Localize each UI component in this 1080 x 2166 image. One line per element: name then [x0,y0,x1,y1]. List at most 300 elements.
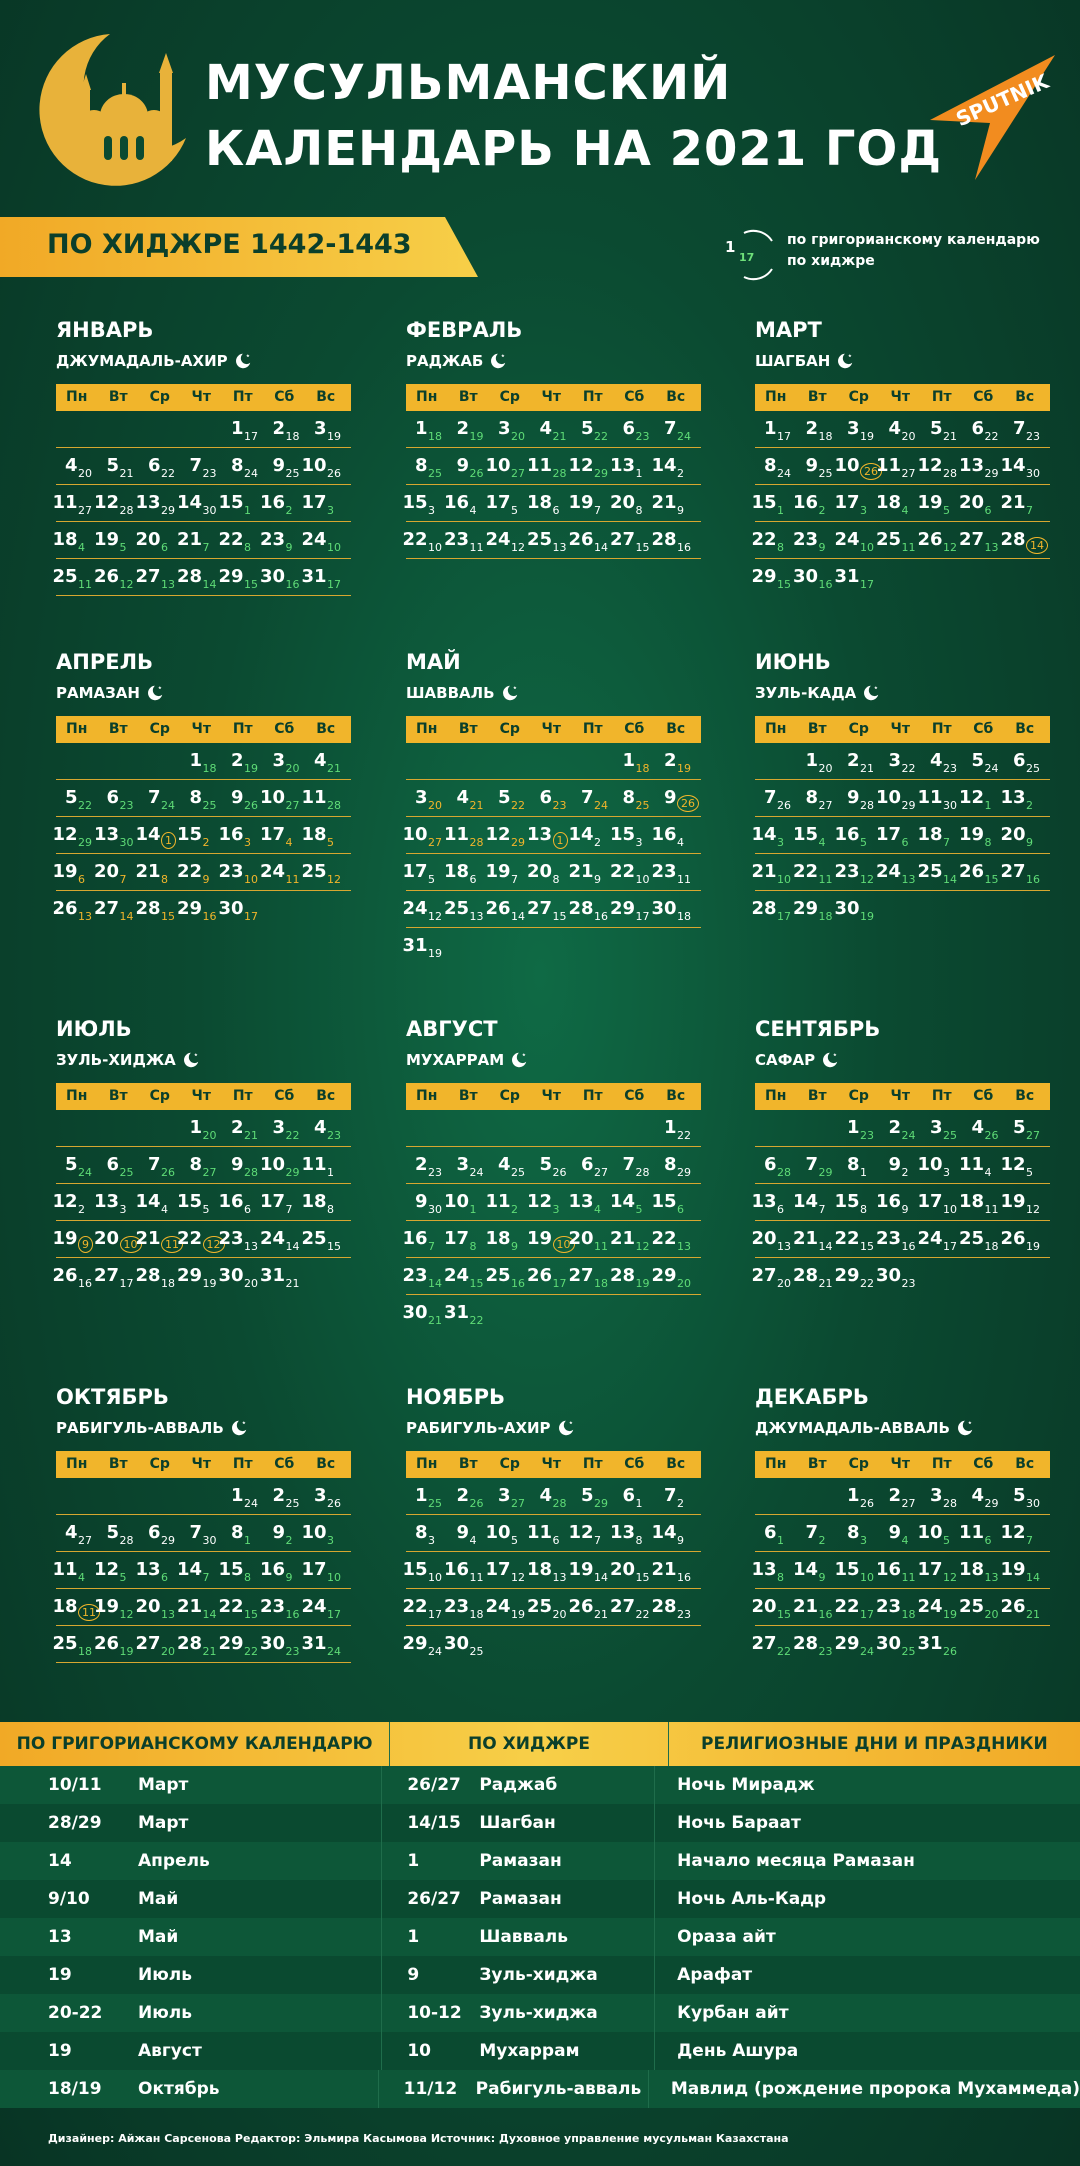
gregorian-day: 30 [651,898,677,919]
gregorian-day: 21 [792,1228,818,1249]
hijri-day: 2 [1026,799,1033,812]
day-cell [751,1589,797,1625]
gregorian-day: 21 [651,492,677,513]
gregorian-cell [0,1842,382,1880]
gregorian-day: 12 [917,455,943,476]
day-cell [176,1184,223,1220]
hijri-day: 28 [777,1166,791,1179]
gregorian-day: 28 [1000,529,1026,550]
day-cell [834,1184,880,1220]
hijri-day: 3 [860,504,867,517]
day-cell [880,1147,922,1183]
gregorian-day: 27 [135,1633,161,1654]
gregorian-day: 1 [663,1117,677,1138]
hijri-day: 19 [327,430,341,443]
hijri-day: 21 [469,799,484,812]
day-cell [259,559,306,595]
hijri-day: 26 [469,467,484,480]
day-cell [301,485,347,521]
day-cell [264,1110,306,1146]
weeks [751,743,1050,927]
weekday-label: Ср [499,1456,520,1472]
day-cell [958,1147,1005,1183]
gregorian-day: 28 [135,1265,161,1286]
hijri-month-name [755,1417,1050,1439]
hijri-day: 8 [552,873,560,886]
day-cell [963,1478,1005,1514]
hijri-day: 8 [860,1203,867,1216]
day-cell [751,522,797,558]
hijri-day: 19 [244,762,258,775]
hijri-day: 3 [327,504,334,517]
week-row [406,743,701,780]
gregorian-day: 21 [135,1228,161,1249]
gregorian-day: 23 [443,529,469,550]
weeks [52,1478,351,1663]
hijri-day: 7 [594,504,601,517]
day-cell [651,448,697,484]
weekday-header [406,384,701,411]
week-row [52,522,351,559]
hijri-day: 3 [244,836,251,849]
gregorian-day: 13 [135,492,161,513]
hijri-day: 23 [119,799,134,812]
gregorian-day: 1 [189,1117,202,1138]
day-cell [222,1515,264,1551]
gregorian-day: 15 [402,1559,428,1580]
weekday-label: Вс [666,389,686,405]
gregorian-day: 19 [568,492,594,513]
week-row [52,1184,351,1221]
hijri-day: 22 [511,799,525,812]
day-cell [609,522,656,558]
gregorian-day: 5 [1012,1485,1026,1506]
gregorian-day: 26 [52,898,78,919]
hijri-day: 19 [860,910,874,923]
day-cell [609,817,656,853]
month-0 [52,318,351,596]
day-cell [443,1589,490,1625]
hijri-day: 10 [777,873,791,886]
hijri-day: 11 [78,1604,100,1621]
holiday-row [0,2070,1080,2108]
gregorian-day: 26 [568,1596,594,1617]
gregorian-day: 20 [93,861,119,882]
hijri-day: 20 [511,430,525,443]
day-cell [834,854,880,890]
day-cell [93,559,140,595]
day-cell [651,1184,697,1220]
week-row [406,1147,701,1184]
gregorian-day: 17 [917,1559,943,1580]
gregorian-day: 27 [958,529,984,550]
gregorian-day: 24 [402,898,428,919]
weekday-label: Вс [1015,389,1035,405]
week-row [751,854,1050,891]
hijri-day: 2 [594,836,601,849]
hijri-day: 27 [202,1166,217,1179]
day-cell [655,1147,697,1183]
hijri-day: 1 [777,504,784,517]
day-cell [834,448,880,484]
gregorian-day: 16 [875,1559,901,1580]
weekday-label: Ср [848,389,869,405]
hijri-day: 9 [78,1236,93,1253]
weekday-label: Пт [582,389,603,405]
gregorian-day: 5 [580,1485,594,1506]
gregorian-day: 30 [259,566,285,587]
day-cell [526,1552,573,1588]
week-row [52,817,351,854]
hijri-day: 2 [285,1534,293,1547]
day-cell [98,1147,140,1183]
gregorian-day: 24 [443,1265,469,1286]
gregorian-cell [0,1994,382,2032]
gregorian-day: 15 [792,824,818,845]
hijri-day: 6 [552,504,560,517]
gregorian-month: Май [138,1927,179,1947]
day-cell [1000,1221,1046,1257]
day-cell [526,448,573,484]
gregorian-day: 26 [485,898,511,919]
gregorian-day: 21 [176,1596,202,1617]
day-cell [443,1626,490,1662]
day-cell [259,1147,306,1183]
day-cell [651,1515,697,1551]
weekday-label: Пн [416,721,438,737]
month-3 [52,650,351,927]
week-row [52,1589,351,1626]
weekday-label: Пт [931,1088,952,1104]
day-cell [655,743,697,779]
hijri-cell [382,1994,655,2032]
hijri-day: 19 [469,430,484,443]
day-cell [917,1626,963,1662]
week-row [406,780,701,817]
hijri-day: 27 [1026,1129,1040,1142]
hijri-day: 15 [635,541,650,554]
hijri-day: 20 [428,799,442,812]
week-row [751,1589,1050,1626]
gregorian-day: 29 [751,566,777,587]
day-cell [301,854,347,890]
gregorian-day: 25 [52,1633,78,1654]
hijri-day: 13 [901,873,916,886]
hijri-day: 25 [285,467,300,480]
gregorian-day: 11 [917,787,943,808]
gregorian-day: 14 [1000,455,1026,476]
day-cell [838,411,880,447]
day-cell [834,485,880,521]
hijri-month-name [406,1049,701,1071]
weekday-label: Чт [890,389,910,405]
hijri-day: 21 [818,1277,833,1290]
gregorian-day: 2 [846,750,860,771]
weekday-label: Ср [499,1088,520,1104]
hijri-day: 14 [1026,537,1048,554]
gregorian-day: 3 [456,1154,469,1175]
day-cell [301,1184,347,1220]
day-cell [135,1258,181,1294]
hijri-day: 1 [244,1534,251,1547]
month-name: СЕНТЯБРЬ [755,1017,881,1041]
crescent-icon [821,1051,839,1069]
day-cell [526,522,573,558]
gregorian-day: 20 [751,1596,777,1617]
hijri-day: 17 [552,1277,567,1290]
day-cell [1000,780,1046,816]
gregorian-day: 22 [402,529,428,550]
hijri-day: 9 [818,1571,826,1584]
week-row [402,817,701,854]
gregorian-day: 25 [958,1596,984,1617]
day-cell [751,485,797,521]
hijri-day: 12 [203,1236,225,1253]
day-cell [526,1515,573,1551]
hijri-day: 9 [677,504,684,517]
day-cell [222,780,264,816]
weekday-label: Ср [848,721,869,737]
weekday-label: Вт [108,721,128,737]
gregorian-day: 11 [52,492,78,513]
weekday-label: Вт [807,721,827,737]
gregorian-day: 9 [888,1522,901,1543]
hijri-day: 10 [327,1571,341,1584]
weekday-label: Сб [274,389,295,405]
hijri-day: 26 [677,795,699,812]
gregorian-month: Июль [138,2003,192,2023]
day-cell [1000,522,1046,558]
hijri-day: 20 [78,467,92,480]
hijri-day: 14 [511,910,525,923]
day-cell [651,1258,697,1294]
gregorian-day: 2 [230,1117,244,1138]
day-cell [443,485,490,521]
hijri-day: 24 [469,1166,484,1179]
day-cell [222,411,264,447]
hijri-day: 8 [161,873,168,886]
day-cell [880,1478,922,1514]
hijri-day: 20 [202,1129,217,1142]
month-name: МАРТ [755,318,822,342]
day-cell [98,448,140,484]
hijri-day: 29 [78,836,92,849]
day-cell [93,1258,140,1294]
day-cell [572,780,614,816]
month-5 [751,650,1050,927]
hijri-day: 23 [1026,430,1040,443]
day-cell [792,1589,839,1625]
gregorian-day: 1 [805,750,818,771]
crescent-icon [146,684,164,702]
hijri-day: 23 [635,430,650,443]
weekday-label: Пн [765,389,787,405]
day-cell [135,522,181,558]
hijri-day: 12 [428,910,442,923]
gregorian-day: 30 [875,1265,901,1286]
day-cell [751,1258,797,1294]
hijri-day: 28 [327,799,341,812]
gregorian-day: 9 [414,1191,428,1212]
hijri-day: 7 [511,873,518,886]
hijri-day: 3 [552,1203,560,1216]
day-cell [531,1147,573,1183]
gregorian-day: 29 [792,898,818,919]
day-cell [443,1258,490,1294]
day-cell [443,854,490,890]
day-cell [755,780,797,816]
day-cell [526,1258,573,1294]
hijri-day: 18 [202,762,217,775]
day-cell [485,817,531,853]
gregorian-day: 12 [568,455,594,476]
hijri-day: 17 [244,430,258,443]
hijri-day: 7 [428,1240,435,1253]
weekday-header [755,1083,1050,1110]
hijri-day: 16 [818,578,833,591]
weekday-label: Сб [624,721,645,737]
weekday-label: Чт [541,389,561,405]
hijri-day: 16 [511,1277,525,1290]
weekday-label: Пт [931,1456,952,1472]
day-cell [958,448,1005,484]
gregorian-day: 6 [106,1154,119,1175]
week-row [56,448,351,485]
week-row [56,1515,351,1552]
hijri-day: 23 [818,1645,833,1658]
hijri-day: 23 [677,1608,691,1621]
gregorian-day: 17 [259,1191,285,1212]
hijri-day: 25 [202,799,217,812]
gregorian-day: 12 [1000,1154,1026,1175]
gregorian-day: 22 [176,1228,202,1249]
page-title [205,50,942,182]
hijri-day: 6 [677,1203,684,1216]
hijri-day: 13 [984,1571,999,1584]
hijri-day: 19 [511,1608,525,1621]
hijri-month-label: САФАР [755,1051,816,1069]
weekday-label: Пт [931,389,952,405]
day-cell [402,1221,448,1257]
day-cell [797,448,839,484]
gregorian-day: 13 [526,824,552,845]
day-cell [485,1221,531,1257]
hijri-day: 17 [327,1608,341,1621]
weekday-header [56,716,351,743]
day-cell [526,1221,573,1257]
month-10 [402,1385,701,1662]
hijri-day: 24 [777,467,791,480]
gregorian-day: 24 [301,529,327,550]
day-cell [264,1515,306,1551]
hijri-day: 10 [428,541,442,554]
day-cell [406,1478,448,1514]
day-cell [135,854,181,890]
hijri-day: 18 [984,1240,999,1253]
gregorian-day: 12 [485,824,511,845]
gregorian-day: 21 [751,861,777,882]
gregorian-day: 17 [485,492,511,513]
week-row [755,1515,1050,1552]
day-cell [614,780,656,816]
hijri-day: 12 [1026,1203,1040,1216]
day-cell [797,1515,839,1551]
day-cell [834,1258,880,1294]
gregorian-day: 1 [622,750,635,771]
gregorian-month: Октябрь [138,2079,220,2099]
day-cell [489,1147,531,1183]
gregorian-cell [0,1766,382,1804]
day-cell [135,817,181,853]
week-row [402,1258,701,1295]
gregorian-day: 1 [414,1485,428,1506]
week-row [56,743,351,780]
weekday-header [56,1083,351,1110]
weekday-label: Сб [624,389,645,405]
gregorian-day: 5 [106,455,119,476]
day-cell [609,1258,656,1294]
day-cell [52,522,98,558]
gregorian-day: 6 [106,787,119,808]
week-row [402,1589,701,1626]
day-cell [181,1147,223,1183]
hijri-day: 23 [860,1129,874,1142]
hijri-day: 24 [677,430,691,443]
hijri-day: 4 [594,1203,601,1216]
day-cell [921,411,963,447]
day-cell [402,1258,448,1294]
hijri-day: 7 [285,1203,293,1216]
gregorian-day: 22 [176,861,202,882]
day-cell [531,1478,573,1514]
day-cell [222,448,264,484]
hijri-day: 21 [285,1277,300,1290]
hijri-day: 25 [943,1129,957,1142]
hijri-day: 9 [285,541,293,554]
hijri-cell [382,1804,655,1842]
day-cell [448,411,490,447]
weekday-label: Вт [108,1088,128,1104]
hijri-day: 22 [777,1645,791,1658]
day-cell [572,411,614,447]
day-cell [917,1515,963,1551]
week-row [406,1110,701,1147]
gregorian-day: 16 [834,824,860,845]
day-cell [259,522,306,558]
day-cell [792,854,839,890]
day-cell [958,817,1005,853]
hijri-day: 5 [428,873,435,886]
hijri-day: 27 [285,799,300,812]
hijri-day: 3 [777,836,784,849]
day-cell [181,448,223,484]
day-cell [52,891,98,927]
day-cell [568,854,614,890]
hijri-cell [382,1842,655,1880]
gregorian-day: 19 [93,529,119,550]
day-cell [218,522,264,558]
hijri-day: 27 [78,1534,92,1547]
weekday-label: Вс [666,721,686,737]
weekday-header [406,1083,701,1110]
gregorian-day: 24 [485,529,511,550]
day-cell [921,743,963,779]
gregorian-day: 19 [52,861,78,882]
weeks [751,411,1050,595]
day-cell [485,1552,531,1588]
day-cell [52,485,98,521]
hijri-day: 23 [943,762,957,775]
